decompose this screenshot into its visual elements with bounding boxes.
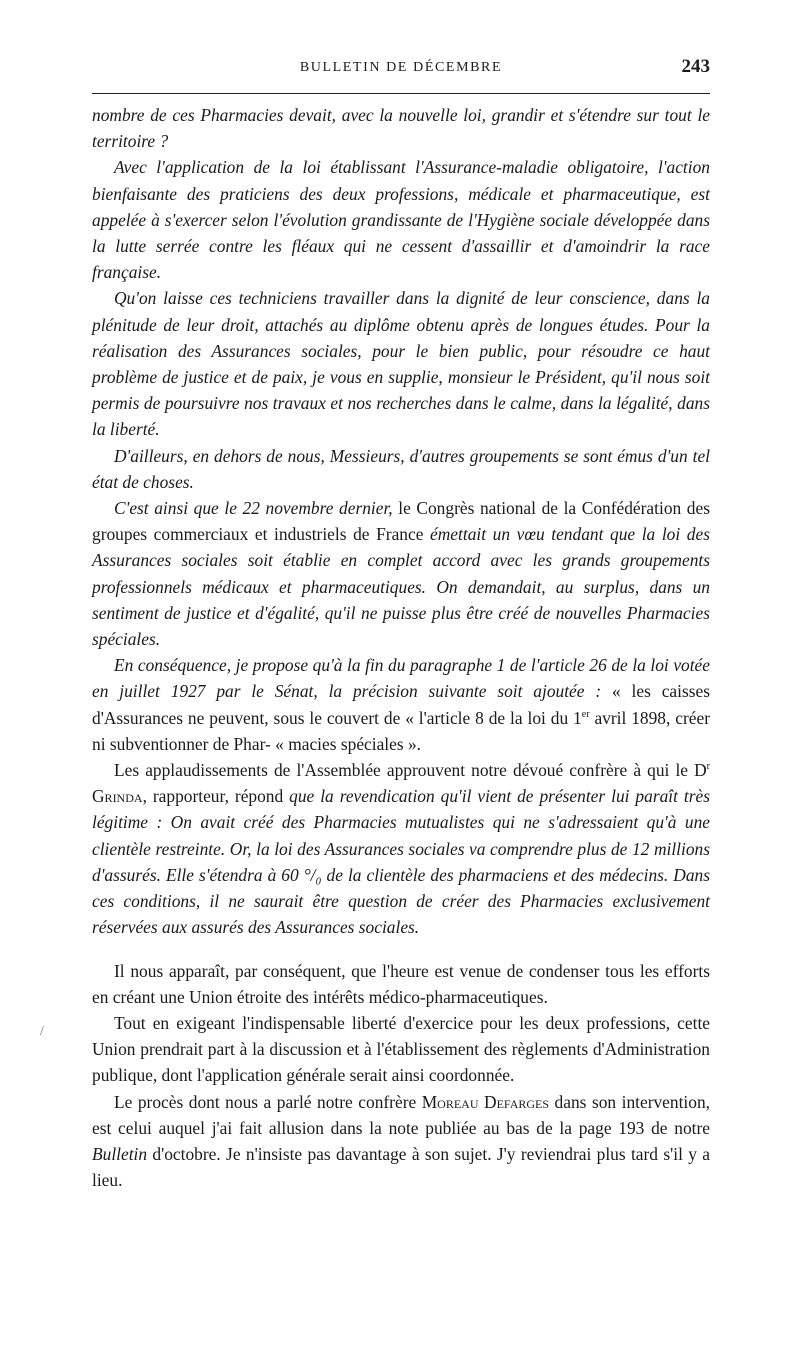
quote-paragraph-6 — [92, 652, 710, 757]
quote-6-italic-a: En conséquence, je propose qu'à la fin du paragraphe 1 de l'article 26 de la loi votée en juillet 1927 par le Sénat, la précision suivante soit ajoutée : — [92, 655, 710, 702]
quote-paragraph-3: Qu'on laisse ces techniciens travailler dans la dignité de leur conscience, dans la plénitude de leur droit, attachés au diplôme obtenu après de longues études. Pour la réalisation des Assurances sociales, pour le bien public, pour résoudre ce haut problème de justice et de paix, je vous en supplie, monsieur le Président, qu'il nous soit permis de poursuivre nos travaux et nos recherches dans le calme, dans la légalité, dans la liberté. — [92, 288, 710, 440]
margin-mark: / — [40, 1024, 44, 1039]
quote-paragraph-1: nombre de ces Pharmacies devait, avec la nouvelle loi, grandir et s'étendre sur tout le territoire ? — [92, 105, 710, 152]
header-rule — [92, 93, 710, 94]
quote-5-italic-a: C'est ainsi que le 22 novembre dernier, — [114, 498, 393, 519]
main-3-c: d'octobre. Je n'insiste pas davantage à son sujet. J'y reviendrai plus tard s'il y a lieu. — [92, 1143, 710, 1191]
quote-5-roman: le Congrès national de la Confédération des groupes commerciaux et industriels de France — [92, 498, 710, 545]
quote-7-roman-b: , rapporteur, répond — [142, 786, 290, 807]
main-paragraph-1: Il nous apparaît, par conséquent, que l'heure est venue de condenser tous les efforts en créant une Union étroite des intérêts médico-pharmaceutiques. — [92, 960, 710, 1007]
body-text — [92, 102, 710, 1193]
quote-6-superscript: er — [581, 708, 590, 720]
quote-paragraph-5 — [92, 495, 710, 652]
bulletin-title: Bulletin — [92, 1143, 148, 1164]
quote-paragraph-2: Avec l'application de la loi établissant l'Assurance-maladie obligatoire, l'action bienfaisante des praticiens des deux professions, médicale et pharmaceutique, est appelée à s'exercer selon l'évolution grandissante de l'Hygiène sociale développée dans la lutte serrée contre les fléaux qui ne cessent d'assaillir et d'amoindrir la race française. — [92, 157, 710, 283]
quote-5-italic-c: émettait un vœu tendant que la loi des Assurances sociales soit établie en complet accord avec les grands groupements professionnels médicaux et pharmaceutiques. On demandait, au surplus, dans un sentiment de justice et d'égalité, qu'il ne puisse plus être créé de nouvelles Pharmacies spéciales. — [92, 524, 710, 650]
main-paragraph-3 — [92, 1089, 710, 1194]
main-3-b: dans son intervention, est celui auquel j'ai fait allusion dans la note publiée au bas de la page 193 de notre — [92, 1091, 710, 1138]
quote-paragraph-7 — [92, 757, 710, 940]
page-number: 243 — [681, 56, 710, 77]
section-gap — [92, 941, 710, 958]
quote-7-italic-c: que la revendication qu'il vient de présenter lui paraît très légitime : On avait créé des Pharmacies mutualistes qui ne s'adressaient qu'à une clientèle restreinte. Or, la loi des Assurances sociales va comprendre plus de 12 millions d'assurés. Elle s'étendra à 60 °/₀ de la clientèle des pharmaciens et des médecins. Dans ces conditions, il ne saurait être question de créer des Pharmacies exclusivement réservées aux assurés des Assurances sociales. — [92, 786, 710, 938]
confrere-name: Moreau Defarges — [421, 1091, 550, 1112]
running-title: BULLETIN DE DÉCEMBRE — [299, 60, 503, 75]
quote-6-roman-c: avril 1898, créer ni subventionner de Phar- « macies spéciales ». — [92, 707, 710, 754]
main-3-a: Le procès dont nous a parlé notre confrère — [114, 1091, 422, 1112]
quote-6-roman-b: « les caisses d'Assurances ne peuvent, sous le couvert de « l'article 8 de la loi du 1 — [92, 681, 710, 728]
rapporteur-name: Grinda — [92, 786, 143, 807]
main-paragraph-2: Tout en exigeant l'indispensable liberté d'exercice pour les deux professions, cette Union prendrait part à la discussion et à l'établissement des règlements d'Administration publique, dont l'application générale serait ainsi coordonnée. — [92, 1012, 710, 1086]
quote-paragraph-4: D'ailleurs, en dehors de nous, Messieurs, d'autres groupements se sont émus d'un tel état de choses. — [92, 445, 710, 492]
quote-7-roman-a: Les applaudissements de l'Assemblée approuvent notre dévoué confrère à qui le D — [114, 760, 707, 781]
page-header — [92, 56, 710, 82]
quote-7-superscript: r — [706, 761, 710, 773]
